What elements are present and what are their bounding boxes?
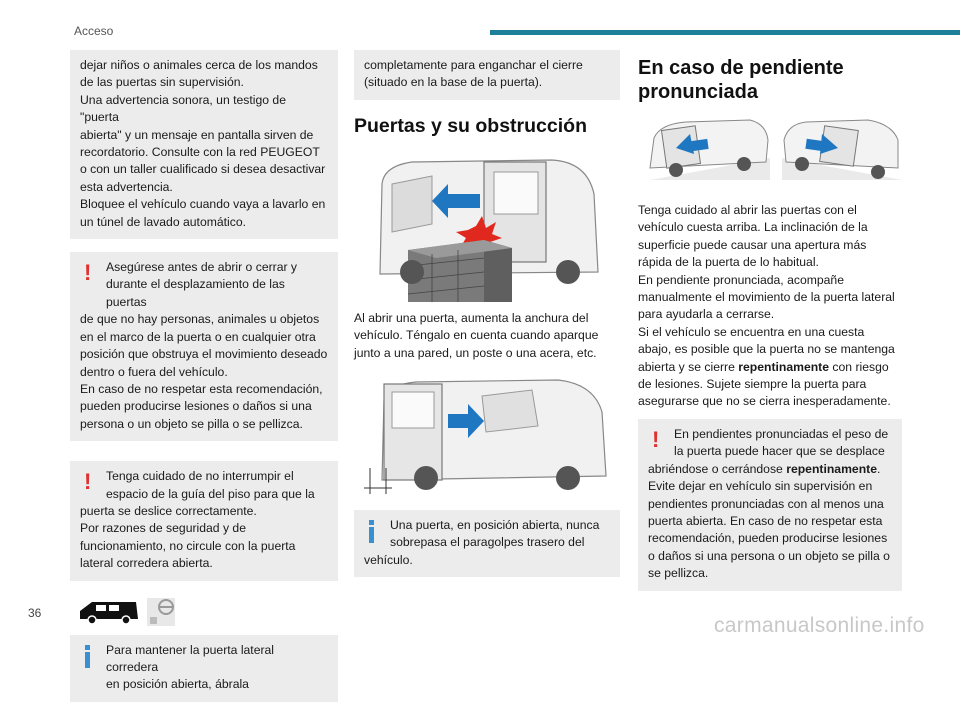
info1-first-lines: Para mantener la puerta lateral corredera en posición abierta, ábrala: [106, 642, 275, 692]
header-accent-bar: [490, 30, 960, 35]
column-left: [70, 50, 338, 712]
warning2-first-lines: Tenga cuidado de no interrumpir el espacio de la guía del piso para que la: [106, 469, 315, 501]
warning3-rest: abriéndose o cerrándose repentinamente. Evite dejar en vehículo sin supervisión en pendientes pronunciadas con al menos una puerta abierta. En caso de no respetar esta recomendación, pueden producirse lesiones o daños si una persona o un objeto se pilla o se pellizca.: [648, 461, 890, 581]
info2-first-lines: Una puerta, en posición abierta, nunca sobrepasa el paragolpes trasero del: [390, 518, 600, 550]
van-silhouette-icon: [78, 599, 140, 625]
obstruction-paragraph: Al abrir una puerta, aumenta la anchura del vehículo. Téngalo en cuenta cuando aparque junto a una pared, un poste o una acera, etc.: [354, 310, 599, 360]
warning2-rest: puerta se deslice correctamente. Por razones de seguridad y de funcionamiento, no circule con la puerta lateral corredera abierta.: [80, 503, 296, 571]
slope-paragraph: Tenga cuidado al abrir las puertas con el vehículo cuesta arriba. La inclinación de la superficie puede causar una apertura más rápida de la puerta de lo habitual. En pendiente pronunciada, acompañe manualmente el movimiento de la puerta lateral para ayudarla a cerrarse. Si el vehículo se encuentra en una cuesta abajo, es posible que la puerta no se mantenga abierta y se cierre repentinamente con riesgo de lesiones. Sujete siempre la puerta para asegurarse que no se cierra inesperadamente.: [638, 203, 895, 409]
warning-box-obstruction: [70, 252, 338, 441]
info-box-hold-open: [70, 635, 338, 702]
warning3-first-lines: En pendientes pronunciadas el peso de la puerta puede hacer que se desplace: [674, 426, 889, 459]
warning1-rest: de que no hay personas, animales u objetos en el marco de la puerta o en cualquier otra posición que obstruya el movimiento deseado dentro o fuera del vehículo. En caso de no respetar esta recomendación, pueden producirse lesiones o daños si una persona o un objeto se pilla o se pellizca.: [80, 312, 328, 431]
column-right: [638, 50, 902, 601]
illustration-door-obstruction: [372, 154, 600, 302]
slope-icon: [650, 120, 770, 180]
info-box-bumper: [354, 510, 620, 577]
watermark: carmanualsonline.info: [714, 614, 925, 637]
note-box-continued: [70, 50, 338, 239]
note-box-latch: [354, 50, 620, 100]
warning-exclamation-icon: !: [84, 469, 92, 495]
vehicle-type-icons: [70, 595, 338, 629]
illustration-door-width: [362, 376, 612, 496]
info-icon: [84, 645, 91, 667]
warning-exclamation-icon: !: [652, 426, 660, 452]
section-heading-slope: En caso de pendiente pronunciada: [638, 57, 844, 103]
page-number: 36: [28, 606, 42, 620]
warning-box-floor-guide: [70, 461, 338, 580]
info-icon: [368, 520, 375, 542]
section-heading-obstruction: Puertas y su obstrucción: [354, 114, 587, 137]
steering-wheel-icon: [146, 597, 176, 627]
illustration-slope: [646, 118, 906, 188]
header-section-title: Acceso: [74, 24, 114, 38]
column-middle: [354, 50, 620, 587]
box1-text: dejar niños o animales cerca de los mandos de las puertas sin supervisión. Una advertencia sonora, un testigo de "puerta abierta" y un mensaje en pantalla sirven de recordatorio. Consulte con la red PEUGEOT o con un taller cualificado si desea desactivar esta advertencia. Bloquee el vehículo cuando vaya a lavarlo en un túnel de lavado automático.: [80, 58, 326, 229]
info2-rest: vehículo.: [364, 552, 413, 567]
latch-text: completamente para enganchar el cierre (situado en la base de la puerta).: [364, 58, 583, 90]
warning1-first-lines: Asegúrese antes de abrir o cerrar y durante el desplazamiento de las puertas: [106, 260, 298, 309]
warning-box-slope: [638, 419, 902, 591]
warning-exclamation-icon: !: [84, 260, 92, 286]
